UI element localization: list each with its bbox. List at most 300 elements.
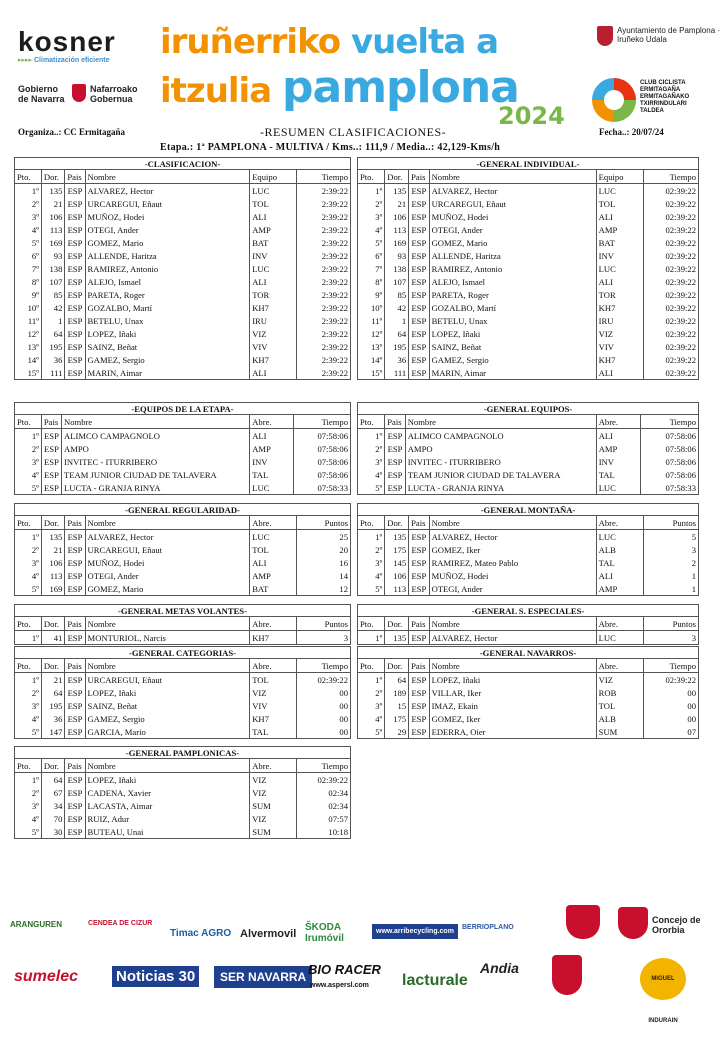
table-cell: PARETA, Roger xyxy=(429,288,596,301)
table-cell: ESP xyxy=(65,223,85,236)
table-cell: 02:39:22 xyxy=(644,288,699,301)
table-cell: MUÑOZ, Hodei xyxy=(85,556,250,569)
table-cell: 2º xyxy=(15,197,42,210)
table-cell: OTEGI, Ander xyxy=(429,223,596,236)
column-header: Tiempo xyxy=(644,659,699,673)
table-cell: 10º xyxy=(358,301,385,314)
column-header: Tiempo xyxy=(641,415,699,429)
table-s-especiales xyxy=(357,604,699,645)
table-cell: ESP xyxy=(409,314,429,327)
table-cell: 195 xyxy=(385,340,409,353)
section-title: -GENERAL INDIVIDUAL- xyxy=(358,158,699,170)
column-header: Tiempo xyxy=(297,659,351,673)
table-general-regularidad xyxy=(14,503,351,596)
table-cell: MARIN, Aimar xyxy=(85,366,250,380)
table-cell: GOMEZ, Mario xyxy=(429,236,596,249)
table-cell: ESP xyxy=(65,197,85,210)
section-title: -GENERAL METAS VOLANTES- xyxy=(15,605,351,617)
table-cell: 2º xyxy=(15,786,42,799)
sponsor-indurain: MIGUEL INDURAIN xyxy=(640,958,686,1000)
table-cell: 8º xyxy=(15,275,42,288)
table-header xyxy=(358,617,699,631)
table-cell: AMP xyxy=(250,442,294,455)
table-cell: LUCTA - GRANJA RINYA xyxy=(62,481,250,495)
column-header: Abre. xyxy=(250,516,297,530)
table-row xyxy=(358,314,699,327)
table-row xyxy=(15,288,351,301)
table-cell: URCAREGUI, Eñaut xyxy=(85,543,250,556)
table-cell: 00 xyxy=(297,686,351,699)
table-cell: 5º xyxy=(15,725,42,739)
sponsor-sumelec: sumelec xyxy=(14,968,79,985)
table-cell: 10º xyxy=(15,301,42,314)
table-cell: INV xyxy=(596,249,644,262)
column-header: Abre. xyxy=(250,415,294,429)
column-header: Abre. xyxy=(596,659,644,673)
table-cell: ESP xyxy=(409,631,429,645)
table-row xyxy=(15,275,351,288)
table-cell: ESP xyxy=(41,468,61,481)
column-header: Nombre xyxy=(85,759,250,773)
table-cell: TAL xyxy=(596,556,644,569)
table-cell: 93 xyxy=(385,249,409,262)
table-cell: INV xyxy=(250,455,294,468)
table-cell: 1 xyxy=(41,314,65,327)
table-cell: VIV xyxy=(250,699,297,712)
table-cell: ESP xyxy=(385,455,405,468)
table-cell: LUC xyxy=(250,184,297,198)
table-cell: RUIZ, Adur xyxy=(85,812,250,825)
table-cell: 2:39:22 xyxy=(297,223,351,236)
table-row xyxy=(15,673,351,687)
table-row xyxy=(15,725,351,739)
table-cell: 113 xyxy=(41,569,65,582)
table-general-individual xyxy=(357,157,699,380)
sponsor-berrioplano: BERRIOPLANO xyxy=(462,924,514,931)
table-cell: LOPEZ, Iñaki xyxy=(429,673,596,687)
table-cell: LUC xyxy=(596,530,644,544)
table-cell: 106 xyxy=(41,556,65,569)
table-cell: 14º xyxy=(15,353,42,366)
table-cell: SUM xyxy=(250,799,297,812)
table-cell: 2:39:22 xyxy=(297,262,351,275)
table-cell: ESP xyxy=(409,569,429,582)
table-cell: TOR xyxy=(250,288,297,301)
table-cell: ESP xyxy=(385,468,405,481)
table-cell: URCAREGUI, Eñaut xyxy=(85,197,250,210)
column-header: Pais xyxy=(409,617,429,631)
table-cell: INV xyxy=(596,455,640,468)
table-cell: IMAZ, Ekain xyxy=(429,699,596,712)
sponsor-timac: Timac AGRO xyxy=(170,928,232,939)
table-header xyxy=(15,170,351,184)
table-row xyxy=(15,799,351,812)
table-cell: ESP xyxy=(65,686,85,699)
section-title: -GENERAL MONTAÑA- xyxy=(358,504,699,516)
column-header: Nombre xyxy=(405,415,596,429)
table-cell: 5 xyxy=(644,530,699,544)
table-cell: ESP xyxy=(409,301,429,314)
table-cell: 02:39:22 xyxy=(644,184,699,198)
column-header: Pais xyxy=(41,415,61,429)
table-row xyxy=(15,468,351,481)
table-row xyxy=(358,699,699,712)
table-cell: ESP xyxy=(409,673,429,687)
table-cell: ALB xyxy=(596,543,644,556)
table-clasificacion xyxy=(14,157,351,380)
table-cell: ROB xyxy=(596,686,644,699)
table-cell: GOMEZ, Iker xyxy=(429,712,596,725)
table-cell: MONTURIOL, Narcis xyxy=(85,631,250,645)
table-cell: TAL xyxy=(250,725,297,739)
stage-info: Etapa.: 1ª PAMPLONA - MULTIVA / Kms..: 111,9 / Media..: 42,129-Kms/h xyxy=(160,142,501,153)
table-cell: ESP xyxy=(65,812,85,825)
table-cell: LACASTA, Aimar xyxy=(85,799,250,812)
table-cell: 64 xyxy=(41,327,65,340)
table-cell: 1º xyxy=(15,673,42,687)
table-cell: 4º xyxy=(15,223,42,236)
table-cell: 93 xyxy=(41,249,65,262)
table-cell: BAT xyxy=(250,236,297,249)
table-cell: ESP xyxy=(385,429,405,443)
table-cell: 02:34 xyxy=(297,786,351,799)
table-cell: 2º xyxy=(358,543,385,556)
table-cell: BETELU, Unax xyxy=(429,314,596,327)
table-cell: 2:39:22 xyxy=(297,340,351,353)
page-title: -RESUMEN CLASIFICACIONES- xyxy=(260,125,447,139)
table-cell: 42 xyxy=(385,301,409,314)
table-cell: SAINZ, Beñat xyxy=(85,340,250,353)
table-cell: 14 xyxy=(297,569,351,582)
table-cell: LUC xyxy=(250,530,297,544)
table-row xyxy=(358,327,699,340)
table-cell: 195 xyxy=(41,699,65,712)
table-cell: AMPO xyxy=(405,442,596,455)
table-cell: 12º xyxy=(358,327,385,340)
table-cell: LUC xyxy=(596,184,644,198)
table-cell: 113 xyxy=(41,223,65,236)
table-cell: ALEJO, Ismael xyxy=(429,275,596,288)
column-header: Puntos xyxy=(644,617,699,631)
table-cell: 15º xyxy=(358,366,385,380)
sponsor-lacturale: lacturale xyxy=(402,972,468,989)
table-cell: 111 xyxy=(385,366,409,380)
table-cell: 00 xyxy=(297,712,351,725)
sponsor-andia: Andia xyxy=(480,960,519,976)
table-cell: ESP xyxy=(409,556,429,569)
sponsor-crest-icon xyxy=(566,905,600,939)
column-header: Pais xyxy=(409,516,429,530)
table-row xyxy=(358,236,699,249)
column-header: Equipo xyxy=(250,170,297,184)
table-row xyxy=(358,725,699,739)
table-cell: VIZ xyxy=(250,812,297,825)
table-cell: 85 xyxy=(41,288,65,301)
section-title: -CLASIFICACION- xyxy=(15,158,351,170)
table-cell: 169 xyxy=(41,582,65,596)
column-header: Pto. xyxy=(15,659,42,673)
table-row xyxy=(15,812,351,825)
table-cell: MUÑOZ, Hodei xyxy=(85,210,250,223)
column-header: Pto. xyxy=(358,516,385,530)
column-header: Dor. xyxy=(385,170,409,184)
table-cell: 2:39:22 xyxy=(297,327,351,340)
table-row xyxy=(358,631,699,645)
table-cell: 5º xyxy=(358,236,385,249)
table-general-equipos xyxy=(357,402,699,495)
table-cell: LOPEZ, Iñaki xyxy=(85,773,250,787)
table-cell: ESP xyxy=(65,725,85,739)
table-cell: INVITEC - ITURRIBERO xyxy=(405,455,596,468)
column-header: Nombre xyxy=(85,659,250,673)
table-cell: INV xyxy=(250,249,297,262)
table-cell: 1º xyxy=(358,429,385,443)
section-title: -GENERAL PAMPLONICAS- xyxy=(15,747,351,759)
sponsor-crest-icon xyxy=(618,907,648,939)
table-cell: ESP xyxy=(409,197,429,210)
table-cell: MUÑOZ, Hodei xyxy=(429,569,596,582)
table-cell: ALIMCO CAMPAGNOLO xyxy=(405,429,596,443)
table-row xyxy=(15,327,351,340)
table-cell: SAINZ, Beñat xyxy=(85,699,250,712)
table-equipos-etapa xyxy=(14,402,351,495)
table-cell: GAMEZ, Sergio xyxy=(429,353,596,366)
table-cell: 15º xyxy=(15,366,42,380)
column-header: Pais xyxy=(65,170,85,184)
table-cell: LUCTA - GRANJA RINYA xyxy=(405,481,596,495)
table-cell: OTEGI, Ander xyxy=(85,223,250,236)
table-cell: 1º xyxy=(15,429,42,443)
table-cell: 2º xyxy=(15,543,42,556)
table-cell: ESP xyxy=(65,825,85,839)
table-cell: GARCIA, Mario xyxy=(85,725,250,739)
table-header xyxy=(15,759,351,773)
table-row xyxy=(15,773,351,787)
table-row xyxy=(358,569,699,582)
table-cell: ESP xyxy=(409,236,429,249)
table-cell: 6º xyxy=(15,249,42,262)
table-cell: 85 xyxy=(385,288,409,301)
table-row xyxy=(15,442,351,455)
table-cell: 1º xyxy=(15,184,42,198)
table-cell: ALVAREZ, Hector xyxy=(429,184,596,198)
table-cell: 1º xyxy=(358,631,385,645)
table-cell: ESP xyxy=(409,340,429,353)
table-cell: ESP xyxy=(409,262,429,275)
table-cell: 36 xyxy=(41,353,65,366)
table-cell: 135 xyxy=(385,184,409,198)
table-row xyxy=(358,288,699,301)
kosner-logo: kosner xyxy=(18,26,116,57)
column-header: Dor. xyxy=(385,659,409,673)
table-cell: ALI xyxy=(596,210,644,223)
table-cell: 02:39:22 xyxy=(644,301,699,314)
table-cell: LOPEZ, Iñaki xyxy=(85,686,250,699)
table-cell: LUC xyxy=(596,631,644,645)
table-cell: 02:39:22 xyxy=(644,366,699,380)
sponsor-bioracer: BIO RACER xyxy=(308,962,381,977)
pamplona-crest-icon xyxy=(597,26,613,46)
table-cell: 02:39:22 xyxy=(644,262,699,275)
table-row xyxy=(15,569,351,582)
table-cell: CADENA, Xavier xyxy=(85,786,250,799)
table-cell: 15 xyxy=(385,699,409,712)
column-header: Tiempo xyxy=(297,759,351,773)
table-row xyxy=(358,301,699,314)
table-cell: BUTEAU, Unai xyxy=(85,825,250,839)
table-row xyxy=(15,236,351,249)
table-cell: ESP xyxy=(65,712,85,725)
table-cell: 2º xyxy=(358,197,385,210)
table-cell: 36 xyxy=(385,353,409,366)
table-cell: 29 xyxy=(385,725,409,739)
column-header: Pais xyxy=(409,659,429,673)
date: Fecha..: 20/07/24 xyxy=(599,127,664,137)
event-title-line2: itzulia pamplona xyxy=(160,62,519,113)
column-header: Nombre xyxy=(85,617,250,631)
column-header: Pais xyxy=(65,516,85,530)
table-cell: ALLENDE, Haritza xyxy=(429,249,596,262)
table-cell: 64 xyxy=(385,327,409,340)
table-row xyxy=(15,314,351,327)
table-cell: ESP xyxy=(65,340,85,353)
table-cell: 00 xyxy=(644,699,699,712)
table-cell: 12 xyxy=(297,582,351,596)
table-cell: 175 xyxy=(385,712,409,725)
column-header: Pto. xyxy=(15,415,42,429)
table-cell: AMP xyxy=(250,569,297,582)
table-row xyxy=(15,631,351,645)
table-cell: 3 xyxy=(644,631,699,645)
table-cell: 113 xyxy=(385,223,409,236)
table-cell: SUM xyxy=(250,825,297,839)
table-cell: ESP xyxy=(41,455,61,468)
table-cell: 1º xyxy=(15,530,42,544)
table-cell: MUÑOZ, Hodei xyxy=(429,210,596,223)
table-cell: OTEGI, Ander xyxy=(429,582,596,596)
table-cell: ALI xyxy=(250,366,297,380)
section-title: -EQUIPOS DE LA ETAPA- xyxy=(15,403,351,415)
table-row xyxy=(15,197,351,210)
table-cell: ESP xyxy=(65,773,85,787)
event-title-line1: iruñerriko vuelta a xyxy=(160,22,499,62)
table-cell: 00 xyxy=(644,712,699,725)
table-cell: KH7 xyxy=(596,301,644,314)
table-cell: 07:58:06 xyxy=(641,468,699,481)
column-header: Nombre xyxy=(429,516,596,530)
table-cell: GOMEZ, Iker xyxy=(429,543,596,556)
table-cell: PARETA, Roger xyxy=(85,288,250,301)
table-cell: ALI xyxy=(596,429,640,443)
column-header: Nombre xyxy=(62,415,250,429)
table-cell: 106 xyxy=(385,210,409,223)
table-cell: SUM xyxy=(596,725,644,739)
table-row xyxy=(15,429,351,443)
table-cell: 107 xyxy=(385,275,409,288)
table-cell: 3º xyxy=(358,210,385,223)
table-categorias xyxy=(14,646,351,739)
table-cell: 1º xyxy=(15,773,42,787)
table-cell: 00 xyxy=(297,725,351,739)
table-cell: VIV xyxy=(596,340,644,353)
table-cell: ESP xyxy=(409,699,429,712)
table-row xyxy=(358,249,699,262)
table-cell: 7º xyxy=(358,262,385,275)
table-cell: ESP xyxy=(409,184,429,198)
column-header: Pais xyxy=(65,617,85,631)
table-cell: TAL xyxy=(596,468,640,481)
table-row xyxy=(15,712,351,725)
table-cell: ESP xyxy=(41,442,61,455)
table-cell: GOZALBO, Martí xyxy=(85,301,250,314)
table-cell: 8º xyxy=(358,275,385,288)
table-row xyxy=(358,712,699,725)
table-cell: ESP xyxy=(65,288,85,301)
table-cell: 107 xyxy=(41,275,65,288)
table-row xyxy=(15,699,351,712)
table-cell: ALI xyxy=(596,275,644,288)
table-cell: 3 xyxy=(644,543,699,556)
table-cell: 135 xyxy=(41,530,65,544)
table-header xyxy=(358,659,699,673)
table-row xyxy=(358,442,699,455)
table-cell: 02:39:22 xyxy=(644,249,699,262)
table-cell: 1 xyxy=(644,569,699,582)
table-cell: 1 xyxy=(644,582,699,596)
column-header: Abre. xyxy=(596,617,644,631)
table-cell: 25 xyxy=(297,530,351,544)
table-cell: ESP xyxy=(65,556,85,569)
table-cell: LOPEZ, Iñaki xyxy=(429,327,596,340)
table-cell: 07:58:33 xyxy=(641,481,699,495)
table-cell: KH7 xyxy=(250,631,297,645)
table-cell: 2:39:22 xyxy=(297,197,351,210)
column-header: Dor. xyxy=(41,516,65,530)
table-row xyxy=(358,673,699,687)
club-circle-icon xyxy=(592,78,636,122)
column-header: Pais xyxy=(385,415,405,429)
table-row xyxy=(15,210,351,223)
table-cell: ESP xyxy=(41,481,61,495)
column-header: Pto. xyxy=(358,659,385,673)
table-cell: OTEGI, Ander xyxy=(85,569,250,582)
table-cell: 3º xyxy=(15,699,42,712)
table-cell: 02:39:22 xyxy=(644,236,699,249)
table-cell: 10:18 xyxy=(297,825,351,839)
table-cell: 138 xyxy=(41,262,65,275)
table-row xyxy=(15,249,351,262)
table-cell: AMPO xyxy=(62,442,250,455)
section-title: -GENERAL S. ESPECIALES- xyxy=(358,605,699,617)
table-header xyxy=(15,415,351,429)
table-cell: ESP xyxy=(65,543,85,556)
table-cell: 36 xyxy=(41,712,65,725)
table-row xyxy=(358,543,699,556)
table-cell: 30 xyxy=(41,825,65,839)
table-cell: 14º xyxy=(358,353,385,366)
table-cell: TOL xyxy=(596,699,644,712)
table-cell: ALEJO, Ismael xyxy=(85,275,250,288)
table-cell: 02:34 xyxy=(297,799,351,812)
table-cell: KH7 xyxy=(250,301,297,314)
table-cell: 02:39:22 xyxy=(644,327,699,340)
table-cell: 5º xyxy=(15,825,42,839)
table-cell: 02:39:22 xyxy=(644,275,699,288)
table-cell: 3 xyxy=(297,631,351,645)
table-cell: ESP xyxy=(65,631,85,645)
table-cell: 175 xyxy=(385,543,409,556)
column-header: Puntos xyxy=(644,516,699,530)
